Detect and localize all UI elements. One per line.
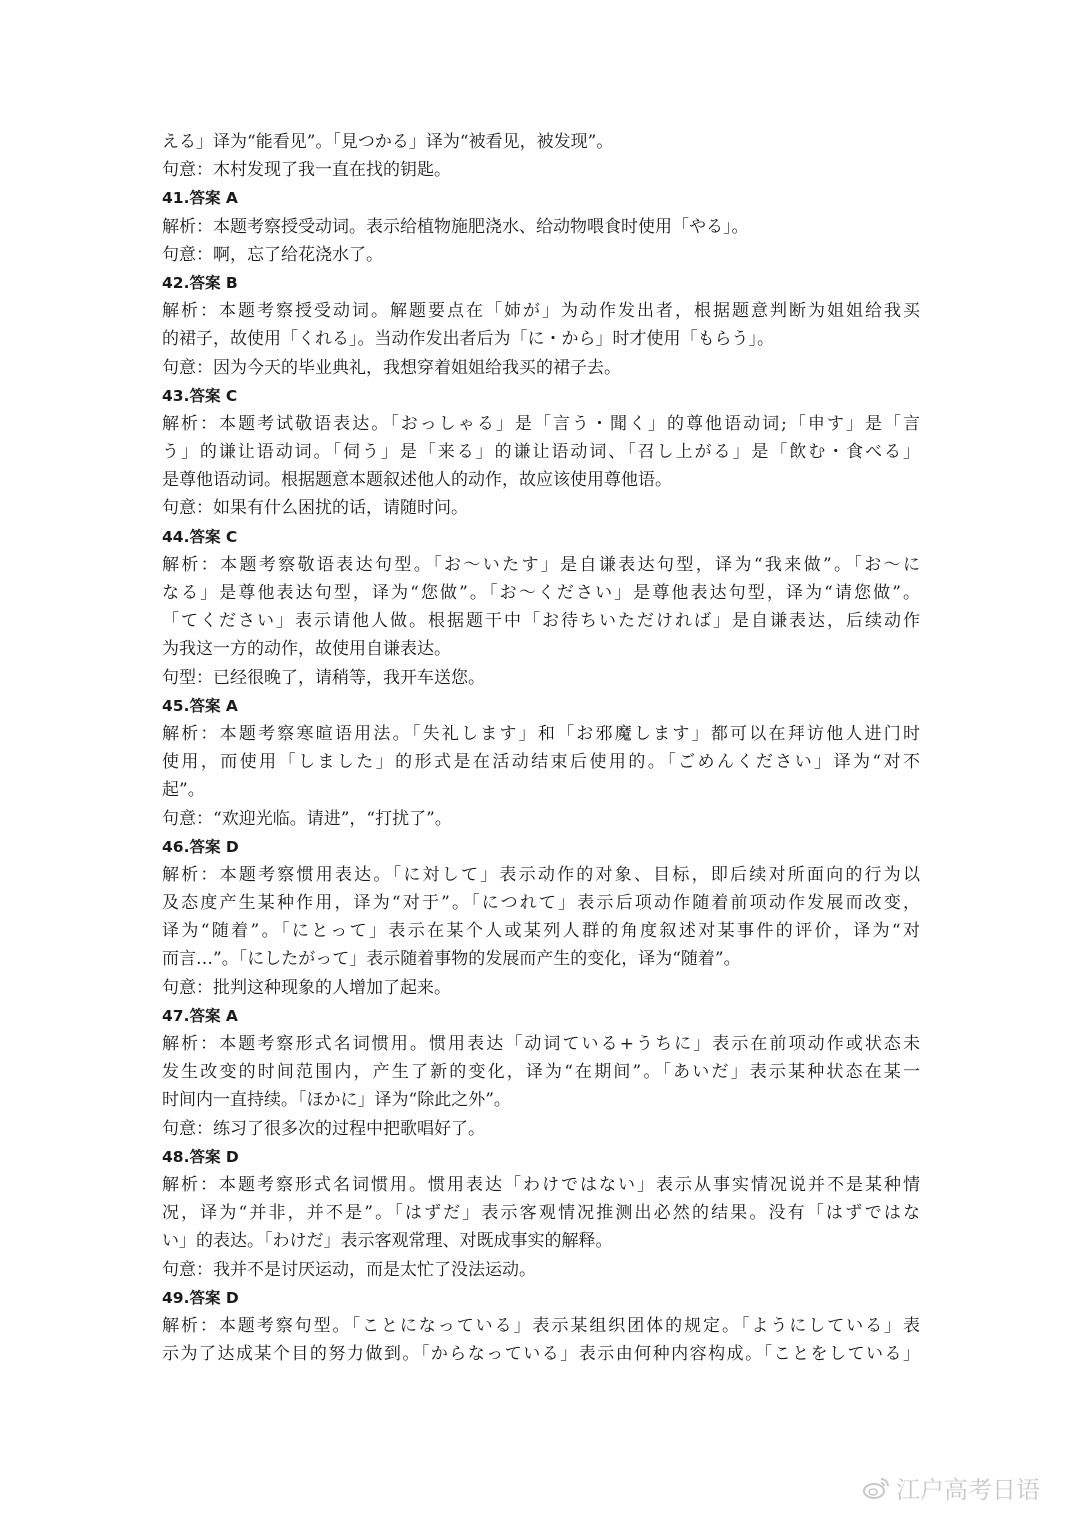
text-line: 句意：练习了很多次的过程中把歌唱好了。 <box>162 1118 485 1139</box>
text-line: 句意：我并不是讨厌运动，而是太忙了没法运动。 <box>162 1259 536 1280</box>
text-line: 发生改变的时间范围内，产生了新的变化，译为“在期间”。「あいだ」表示某种状态在某一 <box>162 1062 920 1083</box>
text-line: 使用，而使用「しました」的形式是在活动结束后使用的。「ごめんください」译为“对不 <box>162 752 920 773</box>
text-line: 句意：木村发现了我一直在找的钥匙。 <box>162 160 451 181</box>
answer-heading: 44.答案 C <box>162 527 238 546</box>
text-line: 是尊他语动词。根据题意本题叙述他人的动作，故应该使用尊他语。 <box>162 470 672 491</box>
text-line: 况，译为“并非，并不是”。「はずだ」表示客观情况推测出必然的结果。没有「はずではな <box>162 1203 920 1224</box>
text-line: なる」是尊他表达句型，译为“您做”。「お～ください」是尊他表达句型，译为“请您做”。 <box>162 583 920 603</box>
document-page <box>162 128 920 1368</box>
text-line: 而言…”。「にしたがって」表示随着事物的发展而产生的变化，译为“随着”。 <box>162 949 741 970</box>
text-line: 「てください」表示请他人做。根据题干中「お待ちいただければ」是自谦表达，后续动作 <box>162 611 920 632</box>
text-line: 句意：“欢迎光临。请进”，“打扰了”。 <box>162 808 452 829</box>
text-line: い」的表达。「わけだ」表示客观常理、对既成事实的解释。 <box>162 1231 613 1252</box>
text-line: える」译为“能看见”。「見つかる」译为“被看见，被发现”。 <box>162 132 614 152</box>
text-line: 解析：本题考察句型。「ことになっている」表示某组织团体的规定。「ようにしている」表 <box>162 1315 920 1336</box>
text-line: 时间内一直持续。「ほかに」译为“除此之外”。 <box>162 1090 511 1111</box>
text-line: 解析：本题考察授受动词。表示给植物施肥浇水、给动物喂食时使用「やる」。 <box>162 216 749 237</box>
answer-heading: 48.答案 D <box>162 1147 239 1166</box>
text-line: 解析：本题考察敬语表达句型。「お～いたす」是自谦表达句型，译为“我来做”。「お～に <box>162 554 920 575</box>
answer-heading: 41.答案 A <box>162 189 238 208</box>
text-line: う」的谦让语动词。「伺う」是「来る」的谦让语动词、「召し上がる」是「飲む・食べる」 <box>162 442 920 463</box>
text-line: 解析：本题考察惯用表达。「に対して」表示动作的对象、目标，即后续对所面向的行为以 <box>162 864 920 885</box>
text-line: 解析：本题考察形式名词惯用。惯用表达「わけではない」表示从事实情况说并不是某种情 <box>162 1174 920 1195</box>
watermark-text: 江户高考日语 <box>896 1476 1040 1504</box>
text-line: 解析：本题考察授受动词。解题要点在「姉が」为动作发出者，根据题意判断为姐姐给我买 <box>162 301 920 322</box>
text-line: 示为了达成某个目的努力做到。「からなっている」表示由何种内容构成。「ことをしている」 <box>162 1344 920 1365</box>
answer-heading: 46.答案 D <box>162 837 239 856</box>
watermark <box>862 1470 1040 1505</box>
text-line: 为我这一方的动作，故使用自谦表达。 <box>162 639 451 660</box>
text-line: 译为“随着”。「にとって」表示在某个人或某列人群的角度叙述对某事件的评价，译为“对 <box>162 921 920 942</box>
text-line: 起”。 <box>162 780 205 801</box>
text-line: 的裙子，故使用「くれる」。当动作发出者后为「に・から」时才使用「もらう」。 <box>162 329 774 350</box>
text-line: 及态度产生某种作用，译为“对于”。「につれて」表示后项动作随着前项动作发展而改变， <box>162 893 920 914</box>
answer-heading: 42.答案 B <box>162 273 238 292</box>
text-line: 句意：因为今天的毕业典礼，我想穿着姐姐给我买的裙子去。 <box>162 357 621 378</box>
text-line: 解析：本题考察形式名词惯用。惯用表达「动词ている+うちに」表示在前项动作或状态未 <box>162 1034 920 1054</box>
text-line: 句意：批判这种现象的人增加了起来。 <box>162 977 451 998</box>
answer-heading: 43.答案 C <box>162 386 238 405</box>
text-line: 句型：已经很晚了，请稍等，我开车送您。 <box>162 667 485 688</box>
answer-heading: 45.答案 A <box>162 696 238 715</box>
text-line: 句意：啊，忘了给花浇水了。 <box>162 244 383 265</box>
answer-heading: 47.答案 A <box>162 1006 238 1025</box>
text-line: 解析：本题考试敬语表达。「おっしゃる」是「言う・聞く」的尊他语动词;「申す」是「言 <box>162 413 920 434</box>
text-line: 解析：本题考察寒暄语用法。「失礼します」和「お邪魔します」都可以在拜访他人进门时 <box>162 723 920 744</box>
text-line: 句意：如果有什么困扰的话，请随时问。 <box>162 498 468 519</box>
weibo-icon <box>862 1476 890 1500</box>
answer-heading: 49.答案 D <box>162 1288 239 1307</box>
